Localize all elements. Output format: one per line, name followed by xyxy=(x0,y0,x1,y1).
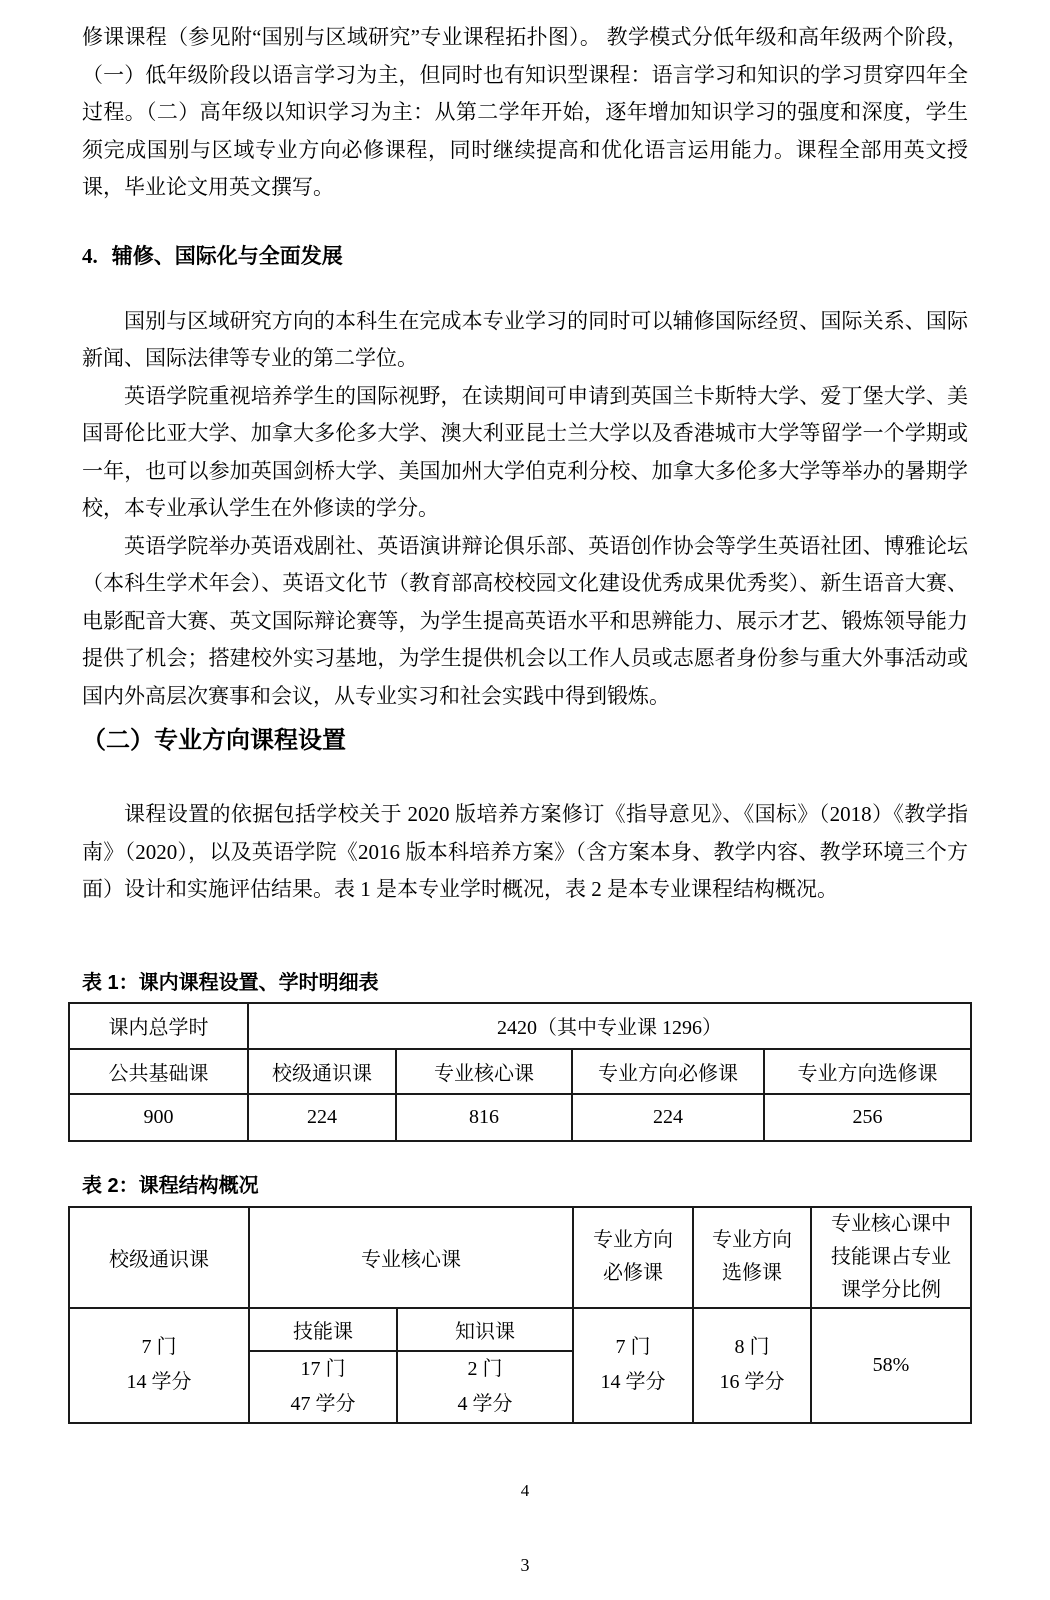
table2-cell-required-count: 7 门 14 学分 xyxy=(573,1308,693,1423)
table2-caption: 表 2：课程结构概况 xyxy=(82,1174,259,1197)
table2-header-skill-ratio: 专业核心课中 技能课占专业 课学分比例 xyxy=(811,1207,971,1308)
table1-row-header xyxy=(69,1049,971,1094)
table2-cell-knowledge-count: 2 门 4 学分 xyxy=(397,1351,573,1423)
page-number-inner: 4 xyxy=(520,1481,530,1500)
paragraph-teaching-model: 修课课程（参见附“国别与区域研究”专业课程拓扑图）。 教学模式分低年级和高年级两个阶段，（一）低年级阶段以语言学习为主，但同时也有知识型课程：语言学习和知识的学习贯穿四年全过程。（二）高年级以知识学习为主：从第二学年开始，逐年增加知识学习的强度和深度，学生须完成国别与区域专业方向必修课程，同时继续提高和优化语言运用能力。课程全部用英文授课，毕业论文用英文撰写。 xyxy=(82,25,968,199)
section-2-heading: （二）专业方向课程设置 xyxy=(82,727,346,754)
section-4-body xyxy=(82,303,968,716)
table2-header-required: 专业方向 必修课 xyxy=(573,1207,693,1308)
table1-row-total xyxy=(69,1003,971,1049)
section-4-title: 辅修、国际化与全面发展 xyxy=(111,244,343,268)
paragraph-international-study: 英语学院重视培养学生的国际视野，在读期间可申请到英国兰卡斯特大学、爱丁堡大学、美国哥伦比亚大学、加拿大多伦多大学、澳大利亚昆士兰大学以及香港城市大学等留学一个学期或一年，也可以参加英国剑桥大学、美国加州大学伯克利分校、加拿大多伦多大学等举办的暑期学校，本专业承认学生在外修读的学分。 xyxy=(82,383,968,520)
table2-cell-elective-count: 8 门 16 学分 xyxy=(693,1308,811,1423)
section-4-number: 4. xyxy=(82,243,98,268)
table2-header-general: 校级通识课 xyxy=(69,1207,249,1308)
table2-header-elective: 专业方向 选修课 xyxy=(693,1207,811,1308)
table1-value-elective: 256 xyxy=(764,1094,971,1141)
table2-row-header xyxy=(69,1207,971,1308)
table1-caption: 表 1：课内课程设置、学时明细表 xyxy=(82,971,379,994)
table1-header-core: 专业核心课 xyxy=(396,1049,572,1094)
table2-cell-skill-count: 17 门 47 学分 xyxy=(249,1351,397,1423)
table1-header-elective: 专业方向选修课 xyxy=(764,1049,971,1094)
page-number-outer: 3 xyxy=(520,1555,530,1575)
table2-cell-general-count: 7 门 14 学分 xyxy=(69,1308,249,1423)
paragraph-student-activities: 英语学院举办英语戏剧社、英语演讲辩论俱乐部、英语创作协会等学生英语社团、博雅论坛（本科生学术年会）、英语文化节（教育部高校校园文化建设优秀成果优秀奖）、新生语音大赛、电影配音大赛、英文国际辩论赛等，为学生提高英语水平和思辨能力、展示才艺、锻炼领导能力提供了机会；搭建校外实习基地，为学生提供机会以工作人员或志愿者身份参与重大外事活动或国内外高层次赛事和会议，从专业实习和社会实践中得到锻炼。 xyxy=(82,533,968,708)
table-class-hours xyxy=(68,1002,972,1142)
table1-value-public-basic: 900 xyxy=(69,1094,248,1141)
table1-value-core: 816 xyxy=(396,1094,572,1141)
paragraph-curriculum-basis: 课程设置的依据包括学校关于 2020 版培养方案修订《指导意见》、《国标》（2018）《教学指南》（2020），以及英语学院《2016 版本科培养方案》（含方案本身、教学内容、教学环境三个方面）设计和实施评估结果。表 1 是本专业学时概况，表 2 是本专业课程结构概况。 xyxy=(82,802,968,901)
table1-header-public-basic: 公共基础课 xyxy=(69,1049,248,1094)
table1-value-required: 224 xyxy=(572,1094,764,1141)
table1-header-required: 专业方向必修课 xyxy=(572,1049,764,1094)
table2-row-subheader xyxy=(69,1308,971,1351)
paragraph-minor-degree: 国别与区域研究方向的本科生在完成本专业学习的同时可以辅修国际经贸、国际关系、国际新闻、国际法律等专业的第二学位。 xyxy=(82,308,968,370)
table2-subheader-skill: 技能课 xyxy=(249,1308,397,1351)
table2-cell-ratio-value: 58% xyxy=(811,1308,971,1423)
table2-subheader-knowledge: 知识课 xyxy=(397,1308,573,1351)
table1-row-values xyxy=(69,1094,971,1141)
section-4-heading xyxy=(82,241,968,272)
table1-total-label: 课内总学时 xyxy=(69,1003,248,1049)
table1-header-general: 校级通识课 xyxy=(248,1049,396,1094)
table1-total-value: 2420（其中专业课 1296） xyxy=(248,1003,971,1049)
table2-header-core: 专业核心课 xyxy=(249,1207,573,1308)
table1-value-general: 224 xyxy=(248,1094,396,1141)
table-course-structure xyxy=(68,1206,972,1424)
